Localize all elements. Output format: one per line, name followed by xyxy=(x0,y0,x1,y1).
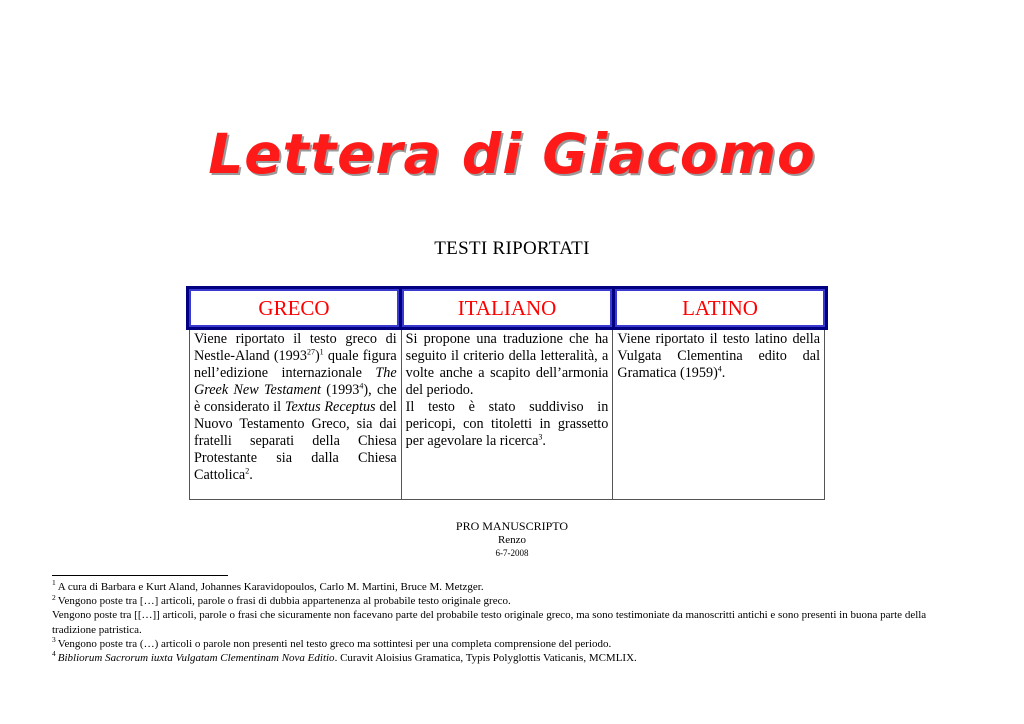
footnote-3 xyxy=(52,637,952,651)
greco-text-part: quale figura nell’edizione internazionale xyxy=(194,348,397,381)
pro-manuscripto: PRO MANUSCRIPTO xyxy=(455,519,569,533)
footnote-book-title: Bibliorum Sacrorum iuxta Vulgatam Clementinam Nova Editio xyxy=(57,652,335,665)
footnote-4 xyxy=(52,651,952,665)
footnote-ref: 2 xyxy=(245,466,250,476)
footnote-1 xyxy=(52,580,952,594)
book-title-italic: The Greek New Testament xyxy=(194,365,397,398)
footnote-ref: 3 xyxy=(538,432,543,442)
latino-cell xyxy=(612,330,824,499)
greco-text-part: ) xyxy=(314,348,320,364)
footnote-text: Vengono poste tra […] articoli, parole o frasi di dubbia appartenenza al probabile testo originale greco. xyxy=(57,595,511,608)
textus-receptus-italic: Textus Receptus xyxy=(284,399,376,415)
greco-text-part: Viene riportato il testo greco di Nestle-Aland (1993 xyxy=(194,331,397,364)
footnotes xyxy=(52,580,952,665)
footnote-separator xyxy=(52,575,228,576)
italiano-cell xyxy=(401,330,613,499)
greco-text xyxy=(194,331,397,484)
footnote-2-continued: Vengono poste tra [[…]] articoli, parole o frasi che sicuramente non facevano parte del probabile testo originale greco, ma sono testimoniate da manoscritti antichi e sono presenti in buona parte della tradizione patristica. xyxy=(52,609,927,636)
footnote-ref: 1 xyxy=(319,347,324,357)
footnote-ref: 4 xyxy=(717,364,722,374)
footnote-number: 1 xyxy=(52,578,56,588)
header-greco: GRECO xyxy=(189,289,399,327)
footnote-2 xyxy=(52,594,952,608)
greco-cell xyxy=(190,330,401,499)
greco-text-part: del Nuovo Testamento Greco, sia dai fratelli separati della Chiesa Protestante sia dalla Chiesa Cattolica xyxy=(194,399,397,483)
footnote-number: 4 xyxy=(52,649,56,659)
italiano-paragraph-2 xyxy=(406,399,609,450)
document-title: Lettera di Giacomo xyxy=(208,122,816,186)
italiano-text-part: Il testo è stato suddiviso in pericopi, con titoletti in grassetto per agevolare la ricerca xyxy=(405,399,609,449)
latino-text xyxy=(617,331,820,382)
table-header-row xyxy=(186,286,828,330)
header-latino: LATINO xyxy=(615,289,825,327)
superscript: 27 xyxy=(306,347,315,357)
author-name: Renzo xyxy=(497,534,527,546)
greco-text-part: (1993 xyxy=(320,382,360,398)
footnote-text: Vengono poste tra (…) articoli o parole non presenti nel testo greco ma sottintesi per una completa comprensione del periodo. xyxy=(57,637,612,650)
footnote-text: . Curavit Aloisius Gramatica, Typis Polyglottis Vaticanis, MCMLIX. xyxy=(334,652,637,665)
header-italiano: ITALIANO xyxy=(402,289,612,327)
footnote-text: A cura di Barbara e Kurt Aland, Johannes Karavidopoulos, Carlo M. Martini, Bruce M. Metzger. xyxy=(57,581,484,593)
footnote-number: 2 xyxy=(52,592,56,602)
greco-text-part: ), che è considerato il xyxy=(194,382,397,415)
footnote-ref: 4 xyxy=(359,381,364,391)
footnote-number: 3 xyxy=(52,635,56,645)
latino-text-part: . xyxy=(721,365,726,381)
latino-text-part: Viene riportato il testo latino della Vulgata Clementina edito dal Gramatica (1959) xyxy=(617,331,821,381)
table-body-row xyxy=(189,330,825,500)
italiano-paragraph-1: Si propone una traduzione che ha seguito il criterio della letteralità, a volte anche a scapito dell’armonia del periodo. xyxy=(405,331,609,398)
document-subtitle: TESTI RIPORTATI xyxy=(434,238,590,259)
italiano-text-part: . xyxy=(542,433,546,449)
document-date: 6-7-2008 xyxy=(495,548,529,558)
greco-text-part: . xyxy=(249,467,253,483)
